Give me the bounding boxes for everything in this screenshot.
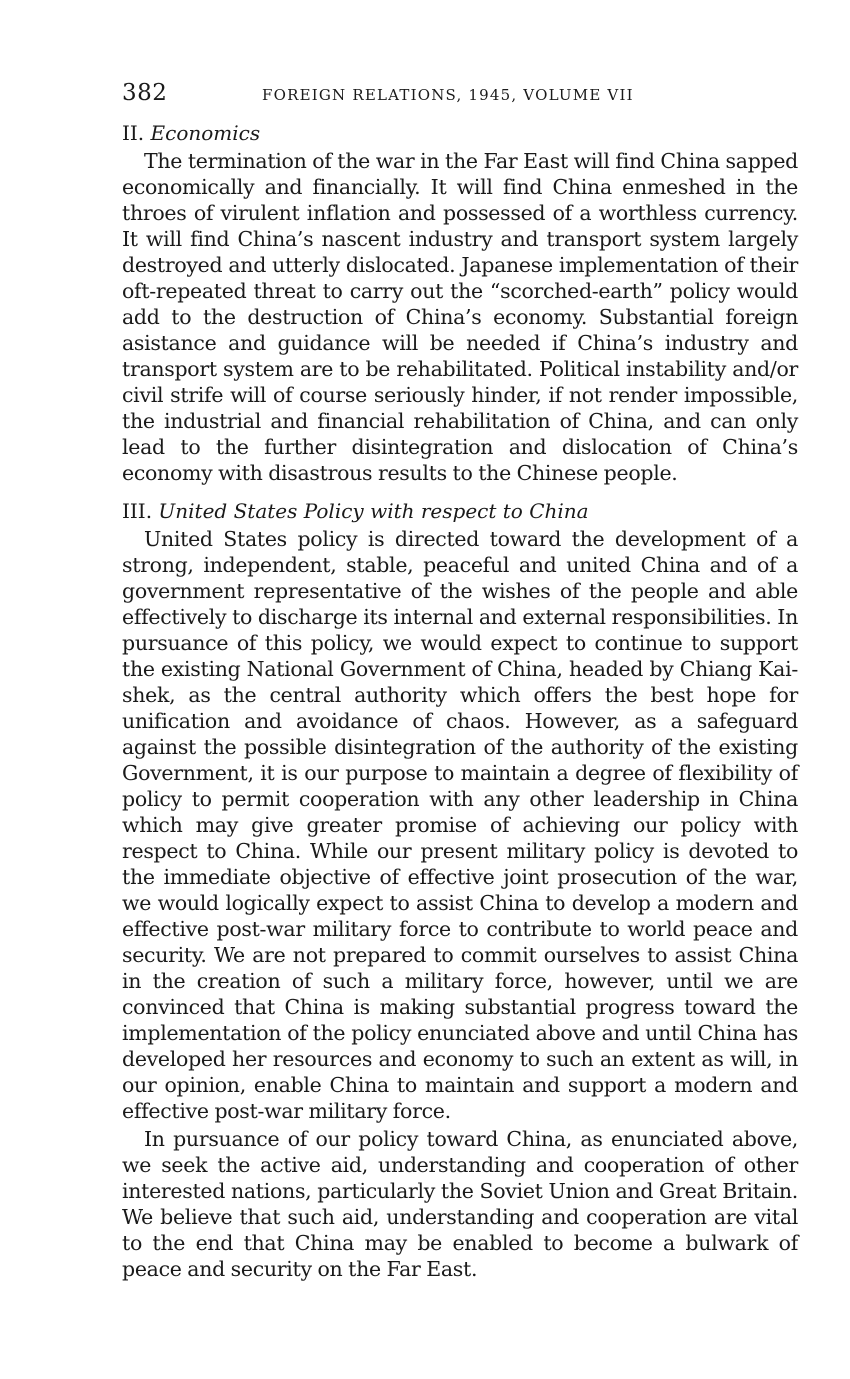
document-page (122, 78, 798, 1282)
section-heading (122, 498, 798, 524)
section-numeral: II. (122, 121, 145, 145)
page-number: 382 (122, 80, 168, 106)
section-economics (122, 120, 798, 486)
paragraph: United States policy is directed toward the development of a strong, independent, stable, peaceful and united China and of a government representative of the wishes of the people and able effectively to discharge its internal and external responsibilities. In pursuance of this policy, we would expect to continue to support the existing National Government of China, headed by Chiang Kai-shek, as the central authority which offers the best hope for unification and avoidance of chaos. However, as a safeguard against the possible disintegration of the authority of the existing Government, it is our purpose to maintain a degree of flexibility of policy to permit cooperation with any other leadership in China which may give greater promise of achieving our policy with respect to China. While our present military policy is devoted to the immediate objective of effective joint prosecution of the war, we would logically expect to assist China to develop a modern and effective post-war military force to contribute to world peace and security. We are not prepared to commit ourselves to assist China in the creation of such a military force, however, until we are convinced that China is making substantial progress toward the implementation of the policy enunciated above and until China has developed her resources and economy to such an extent as will, in our opinion, enable China to maintain and support a modern and effective post-war military force. (122, 527, 798, 1123)
section-us-policy (122, 498, 798, 1282)
section-title: Economics (150, 121, 261, 145)
section-title: United States Policy with respect to China (158, 499, 589, 523)
running-title: FOREIGN RELATIONS, 1945, VOLUME VII (262, 86, 634, 104)
running-head (122, 78, 798, 112)
paragraph: The termination of the war in the Far East will find China sapped economically and financially. It will find China enmeshed in the throes of virulent inflation and possessed of a worthless currency. It will find China’s nascent industry and transport system largely destroyed and utterly dislocated. Japanese implementation of their oft-repeated threat to carry out the “scorched-earth” policy would add to the destruction of China’s economy. Substantial foreign asistance and guidance will be needed if China’s industry and transport system are to be rehabilitated. Political instability and/or civil strife will of course seriously hinder, if not render impossible, the industrial and financial rehabilitation of China, and can only lead to the further disintegration and dislocation of China’s economy with disastrous results to the Chinese people. (122, 149, 798, 485)
section-numeral: III. (122, 499, 153, 523)
section-heading (122, 120, 798, 146)
paragraph: In pursuance of our policy toward China, as enunciated above, we seek the active aid, understanding and cooperation of other interested nations, particularly the Soviet Union and Great Britain. We believe that such aid, understanding and cooperation are vital to the end that China may be enabled to become a bulwark of peace and security on the Far East. (122, 1127, 798, 1281)
